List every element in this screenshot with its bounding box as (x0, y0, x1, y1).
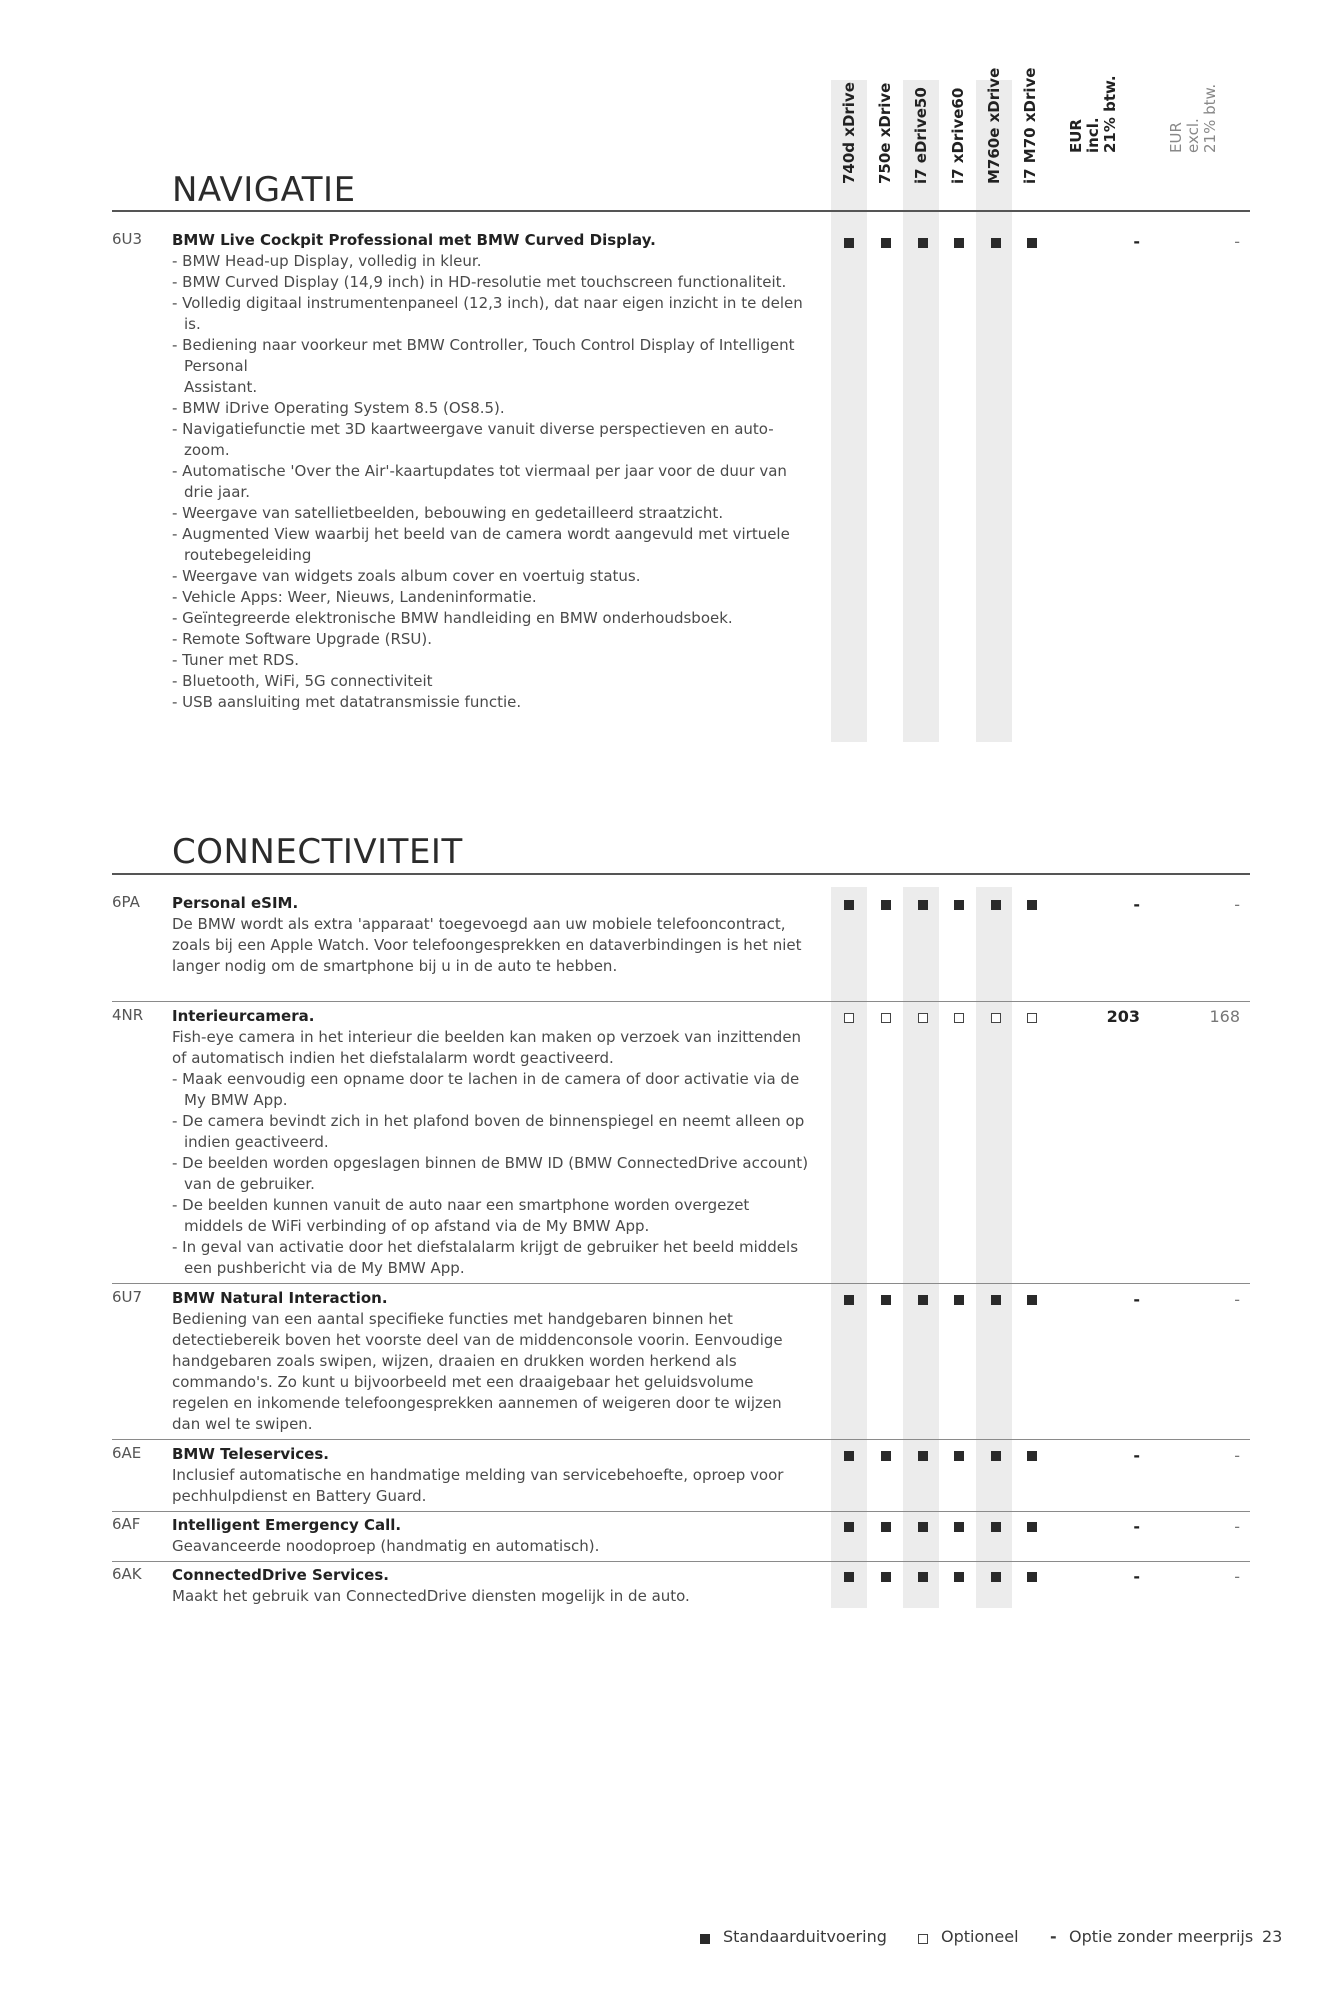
option-description (172, 1515, 812, 1557)
option-description (172, 1565, 812, 1607)
standard-mark (991, 1451, 1001, 1461)
optional-mark (881, 1013, 891, 1023)
price-excl: - (1234, 895, 1240, 914)
column-stripe-3b (903, 887, 939, 1608)
price-incl: 203 (1106, 1007, 1140, 1026)
option-code: 6AE (112, 1444, 142, 1462)
row-divider (112, 1561, 1250, 1562)
model-header-2: 750e xDrive (876, 82, 894, 184)
standard-mark (1027, 1522, 1037, 1532)
option-description (172, 230, 812, 713)
model-header-5: M760e xDrive (985, 67, 1003, 184)
standard-mark (918, 1295, 928, 1305)
standard-mark (881, 1572, 891, 1582)
option-line: - De beelden worden opgeslagen binnen de BMW ID (BMW ConnectedDrive account) van de gebruiker. (172, 1154, 813, 1193)
standard-mark (1027, 1572, 1037, 1582)
option-line: Inclusief automatische en handmatige melding van servicebehoefte, oproep voor pechhulpdienst en Battery Guard. (172, 1466, 789, 1505)
section-title-navigatie: NAVIGATIE (172, 170, 356, 210)
standard-mark (991, 1572, 1001, 1582)
optional-mark (918, 1013, 928, 1023)
section-rule (112, 873, 1250, 875)
option-line: - In geval van activatie door het diefstalalarm krijgt de gebruiker het beeld middels een pushbericht via de My BMW App. (172, 1238, 803, 1277)
option-description (172, 1006, 812, 1279)
row-divider (112, 1511, 1250, 1512)
option-line: - Bluetooth, WiFi, 5G connectiviteit (172, 672, 433, 690)
standard-mark (844, 1451, 854, 1461)
model-header-3: i7 eDrive50 (912, 87, 930, 184)
price-incl: - (1133, 895, 1140, 914)
option-title: ConnectedDrive Services. (172, 1566, 389, 1584)
option-title: BMW Natural Interaction. (172, 1289, 388, 1307)
option-line: - Weergave van satellietbeelden, bebouwing en gedetailleerd straatzicht. (172, 504, 724, 522)
optional-mark (991, 1013, 1001, 1023)
standard-mark (844, 238, 854, 248)
option-line: - Remote Software Upgrade (RSU). (172, 630, 433, 648)
price-excl: - (1234, 1517, 1240, 1536)
standard-mark (844, 1522, 854, 1532)
row-divider (112, 1439, 1250, 1440)
standard-mark (918, 238, 928, 248)
standard-mark (1027, 238, 1037, 248)
option-line: - Augmented View waarbij het beeld van de camera wordt aangevuld met virtuele routebegeleiding (172, 525, 795, 564)
model-header-6: i7 M70 xDrive (1021, 67, 1039, 184)
column-stripe-5b (976, 887, 1012, 1608)
standard-mark (881, 1295, 891, 1305)
option-title: BMW Teleservices. (172, 1445, 329, 1463)
option-line: - Maak eenvoudig een opname door te lachen in de camera of door activatie via de My BMW App. (172, 1070, 805, 1109)
option-line: - De beelden kunnen vanuit de auto naar een smartphone worden overgezet middels de WiFi verbinding of op afstand via de My BMW App. (172, 1196, 755, 1235)
option-line: - De camera bevindt zich in het plafond boven de binnenspiegel en neemt alleen op indien geactiveerd. (172, 1112, 810, 1151)
price-incl: - (1133, 1290, 1140, 1309)
standard-mark (991, 238, 1001, 248)
standard-mark (918, 1572, 928, 1582)
standard-mark (1027, 900, 1037, 910)
option-title: Personal eSIM. (172, 894, 299, 912)
option-line: - BMW Head-up Display, volledig in kleur. (172, 252, 482, 270)
option-code: 6PA (112, 893, 140, 911)
legend-optional-icon (918, 1934, 928, 1944)
option-line: - Automatische 'Over the Air'-kaartupdates tot viermaal per jaar voor de duur van drie jaar. (172, 462, 792, 501)
option-code: 4NR (112, 1006, 144, 1024)
optional-mark (1027, 1013, 1037, 1023)
standard-mark (954, 1572, 964, 1582)
standard-mark (991, 1295, 1001, 1305)
option-line: - BMW iDrive Operating System 8.5 (OS8.5). (172, 399, 505, 417)
option-line: - Navigatiefunctie met 3D kaartweergave vanuit diverse perspectieven en auto-zoom. (172, 420, 774, 459)
standard-mark (954, 238, 964, 248)
option-code: 6AK (112, 1565, 142, 1583)
option-code: 6U7 (112, 1288, 143, 1306)
option-title: Interieurcamera. (172, 1007, 315, 1025)
option-line: Fish-eye camera in het interieur die beelden kan maken op verzoek van inzittenden of automatisch indien het diefstalalarm wordt geactiveerd. (172, 1028, 806, 1067)
option-line: - Vehicle Apps: Weer, Nieuws, Landeninformatie. (172, 588, 537, 606)
standard-mark (954, 900, 964, 910)
option-line: - Weergave van widgets zoals album cover en voertuig status. (172, 567, 641, 585)
price-incl: - (1133, 1567, 1140, 1586)
price-incl: - (1133, 1446, 1140, 1465)
option-line: - USB aansluiting met datatransmissie functie. (172, 693, 522, 711)
option-line: - Volledig digitaal instrumentenpaneel (12,3 inch), dat naar eigen inzicht in te delen is. (172, 294, 808, 333)
standard-mark (918, 900, 928, 910)
option-line: De BMW wordt als extra 'apparaat' toegevoegd aan uw mobiele telefooncontract, zoals bij een Apple Watch. Voor telefoongesprekken en dataverbindingen is het niet langer nodig om de smartphone bij u in de auto te hebben. (172, 915, 807, 975)
standard-mark (844, 900, 854, 910)
option-description (172, 1444, 812, 1507)
option-description (172, 893, 812, 977)
standard-mark (991, 1522, 1001, 1532)
standard-mark (881, 900, 891, 910)
section-rule (112, 210, 1250, 212)
option-line: - Bediening naar voorkeur met BMW Controller, Touch Control Display of Intelligent Personal Assistant. (172, 336, 795, 396)
standard-mark (1027, 1295, 1037, 1305)
standard-mark (881, 238, 891, 248)
optional-mark (954, 1013, 964, 1023)
price-excl: - (1234, 232, 1240, 251)
model-header-1: 740d xDrive (840, 82, 858, 184)
standard-mark (844, 1572, 854, 1582)
option-line: Bediening van een aantal specifieke functies met handgebaren binnen het detectiebereik boven het voorste deel van de middenconsole voorin. Eenvoudige handgebaren zoals swipen, wijzen, draaien en drukken worden herkend als commando's. Zo kunt u bijvoorbeeld met een draaigebaar het geluidsvolume regelen en inkomende telefoongesprekken aannemen of weigeren door te wijzen dan wel te swipen. (172, 1310, 788, 1433)
standard-mark (991, 900, 1001, 910)
price-excl: - (1234, 1446, 1240, 1465)
price-excl-header: EUR excl. 21% btw. (1167, 83, 1219, 153)
price-excl: 168 (1209, 1007, 1240, 1026)
section-title-connectiviteit: CONNECTIVITEIT (172, 832, 463, 872)
option-line: - BMW Curved Display (14,9 inch) in HD-resolutie met touchscreen functionaliteit. (172, 273, 787, 291)
price-incl-header: EUR incl. 21% btw. (1067, 75, 1119, 153)
price-incl: - (1133, 1517, 1140, 1536)
optional-mark (844, 1013, 854, 1023)
legend-no-extra-cost-icon: - (1050, 1927, 1057, 1946)
price-excl: - (1234, 1290, 1240, 1309)
standard-mark (881, 1451, 891, 1461)
option-title: BMW Live Cockpit Professional met BMW Curved Display. (172, 231, 656, 249)
option-line: Maakt het gebruik van ConnectedDrive diensten mogelijk in de auto. (172, 1587, 690, 1605)
standard-mark (954, 1295, 964, 1305)
price-incl: - (1133, 232, 1140, 251)
page-number: 23 (1262, 1927, 1283, 1946)
standard-mark (844, 1295, 854, 1305)
legend-optional: Optioneel (941, 1927, 1019, 1946)
option-code: 6AF (112, 1515, 141, 1533)
standard-mark (1027, 1451, 1037, 1461)
option-line: - Geïntegreerde elektronische BMW handleiding en BMW onderhoudsboek. (172, 609, 733, 627)
legend-no-extra-cost: Optie zonder meerprijs (1069, 1927, 1254, 1946)
option-line: Geavanceerde noodoproep (handmatig en automatisch). (172, 1537, 600, 1555)
standard-mark (918, 1451, 928, 1461)
option-description (172, 1288, 812, 1435)
standard-mark (954, 1451, 964, 1461)
row-divider (112, 1001, 1250, 1002)
standard-mark (954, 1522, 964, 1532)
price-excl: - (1234, 1567, 1240, 1586)
column-stripe-1b (831, 887, 867, 1608)
legend-standard-icon (700, 1934, 710, 1944)
standard-mark (881, 1522, 891, 1532)
model-header-4: i7 xDrive60 (949, 87, 967, 184)
option-code: 6U3 (112, 230, 143, 248)
standard-mark (918, 1522, 928, 1532)
option-line: - Tuner met RDS. (172, 651, 299, 669)
option-title: Intelligent Emergency Call. (172, 1516, 402, 1534)
row-divider (112, 1283, 1250, 1284)
legend-standard: Standaarduitvoering (723, 1927, 887, 1946)
